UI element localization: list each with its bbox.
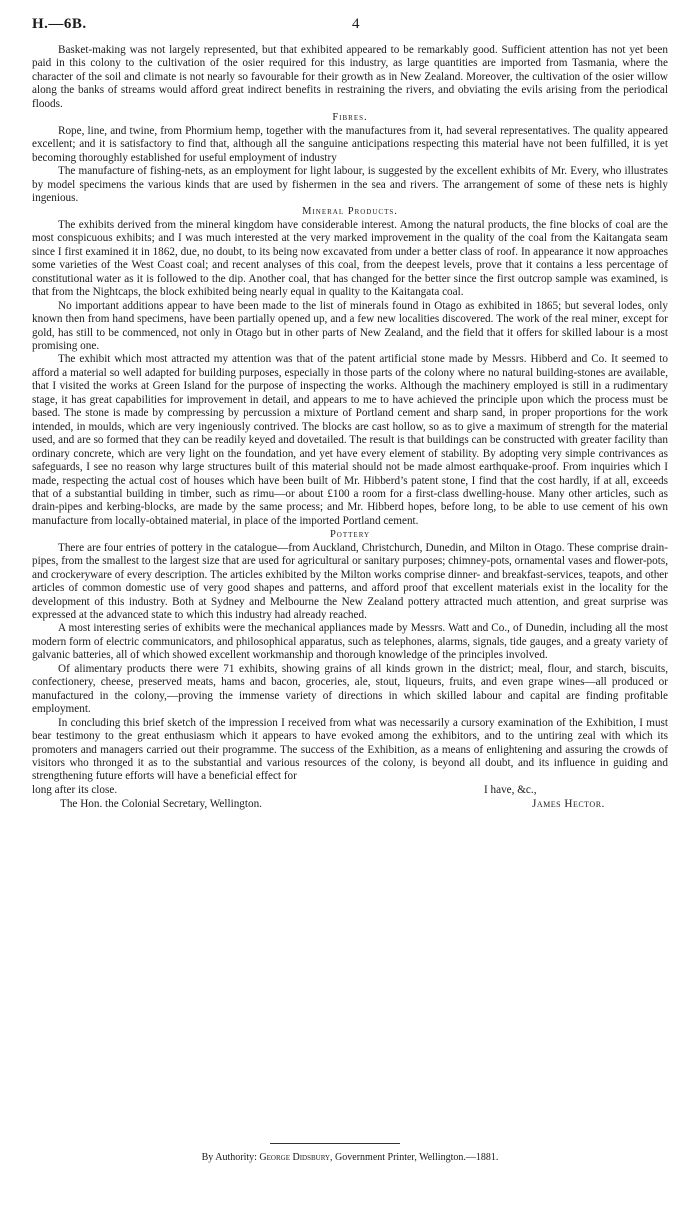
paragraph-alimentary-products: Of alimentary products there were 71 exhibits, showing grains of all kinds grown in the district; meal, flour, and starch, biscuits, confectionery, cheese, preserved meats, hams and bacon, groceries, ale, stout, liqueurs, fruits, and even grape wines—all produced or manufactured in the colony,—proving the immense variety of directions in which skilled labour and capital are finding profitable employment. [32,662,668,716]
paragraph-basket-making: Basket-making was not largely represented, but that exhibited appeared to be remarkably good. Sufficient attention has not yet been paid in this colony to the cultivation of the osier required for this industry, as large quantities are imported from Tasmania, where the character of the soil and climate is not nearly so favourable for their growth as in New Zealand. Moreover, the cultivation of the osier willow along the banks of streams would afford great indirect benefits in restraining the rivers, and obviating the evils arising from the periodical floods. [32,44,668,110]
paragraph-artificial-stone: The exhibit which most attracted my attention was that of the patent artificial stone made by Messrs. Hibberd and Co. It seemed to afford a material so well adapted for building purposes, especially in those parts of the colony where no natural building-stones are available, that I visited the works at Green Island for the purpose of inspecting the works. Although the machinery employed is still in a rudimentary stage, it has great capabilities for improvement in detail, and appears to me to have achieved the principle upon which the process must be based. The stone is made by compressing by percussion a mixture of Portland cement and sharp sand, in proper proportions for the work intended, in moulds, which are very ingeniously contrived. The blocks are cast hollow, so as to give a maximum of strength for the material used, and are so formed that they can be readily keyed and dovetailed. The result is that buildings can be constructed with greater facility than ordinary concrete, which are very light on the foundation, and yet have every element of stability. By adopting very simple contrivances as safeguards, I see no reason why large structures built of this material should not be made almost earthquake-proof. From inquiries which I made, respecting the actual cost of houses which have been built of Mr. Hibberd’s patent stone, I find that the cost hardly, if at all, exceeds that of a substantial building in timber, such as rimu—or about £100 a room for a first-class dwelling-house. Many other articles, such as drain-pipes and kerbing-blocks, are made by the same process; and Mr. Hibberd hopes, before long, to be able to use cement of his own manufacture from locally-obtained material, in place of the imported Portland cement. [32,353,668,527]
closing-line [32,784,668,797]
page-number: 4 [352,16,360,32]
signature: James Hector. [532,798,605,811]
document-body [32,44,668,784]
imprint-prefix: By Authority: [201,1152,260,1163]
paragraph-pottery-entries: There are four entries of pottery in the catalogue—from Auckland, Christchurch, Dunedin, and Milton in Otago. These comprise drain-pipes, from the smallest to the largest size that are used for agricultural or sanitary purposes; chimney-pots, ornamental vases and flower-pots, and crockeryware of every description. The articles exhibited by the Milton works comprise dinner- and breakfast-services, teapots, and other articles of common domestic use of very good shapes and patterns, and afford proof that excellent materials exist in the locality for the development of this industry. Both at Sydney and Melbourne the New Zealand pottery attracted much attention, and great surprise was expressed at the advanced state to which this industry had already reached. [32,541,668,622]
paragraph-fishing-nets: The manufacture of fishing-nets, as an employment for light labour, is suggested by the excellent exhibits of Mr. Every, who illustrates by model specimens the various kinds that are used by fishermen in the sea and rivers. The arrangement of some of these nets is highly ingenious. [32,165,668,204]
paragraph-rope-line-twine: Rope, line, and twine, from Phormium hemp, together with the manufactures from it, had several representatives. The quality appeared excellent; and it is satisfactory to find that, although all the sanguine anticipations respecting this material have not been fulfilled, it is yet becoming thoroughly established for useful employment of industry [32,124,668,164]
document-page [32,0,668,811]
paragraph-concluding: In concluding this brief sketch of the impression I received from what was necessarily a cursory examination of the Exhibition, I must bear testimony to the great enthusiasm which it appears to have evoked among the exhibitors, and to the untiring zeal with which its promoters and managers carried out their programme. The success of the Exhibition, as a means of enlightening and assuring the crowds of visitors who thronged it as to the substantial and various resources of the colony, is beyond all doubt, and its influence in guiding and strengthening future efforts will have a beneficial effect for [32,716,668,783]
section-heading-fibres: Fibres. [332,112,368,124]
paragraph-minerals-otago: No important additions appear to have been made to the list of minerals found in Otago as exhibited in 1865; but several lodes, only known then from hand specimens, have been partially opened up, and a few new localities discovered. The work of the real miner, except for gold, has still to be commenced, not only in Otago but in other parts of New Zealand, and the field that it offers for skilled labour is a most promising one. [32,299,668,352]
imprint-suffix: , Government Printer, Wellington.—1881. [330,1152,499,1163]
printer-imprint [0,1152,700,1163]
document-code: H.—6B. [32,16,87,32]
printer-name: George Didsbury [259,1152,331,1163]
paragraph-mechanical-appliances: A most interesting series of exhibits were the mechanical appliances made by Messrs. Watt and Co., of Dunedin, including all the most modern form of electric communicators, and philosophical apparatus, such as telephones, alarms, signals, tide gauges, and a greaty variety of galvanic batteries, all of which showed excellent workmanship and thorough knowledge of the principles involved. [32,622,668,662]
sign-phrase: I have, &c., [484,783,537,796]
paragraph-mineral-kingdom: The exhibits derived from the mineral kingdom have considerable interest. Among the natural products, the fine blocks of coal are the most conspicuous exhibits; and I was much interested at the very marked improvement in the quality of the coal from the Kaitangata seam since I first examined it in 1862, due, no doubt, to its being now excavated from under a better class of roof. In appearance it now approaches some varieties of the West Coast coal; and recent analyses of this coal, from the deepest levels, prove that it contains a less percentage of constitutional water as it is followed to the dip. Another coal, that has changed for the better since the first outcrop sample was examined, is that from the Nightcaps, the block exhibited being nearly equal in quality to the Kaitangata coal. [32,218,668,299]
closing-text: long after its close. [32,783,118,796]
section-heading-pottery: Pottery [329,529,371,541]
addressee-line [32,797,668,811]
page-header [32,0,668,44]
footer-divider [270,1143,400,1144]
addressee: The Hon. the Colonial Secretary, Wellington. [60,798,262,811]
section-heading-mineral-products: Mineral Products. [302,206,398,218]
